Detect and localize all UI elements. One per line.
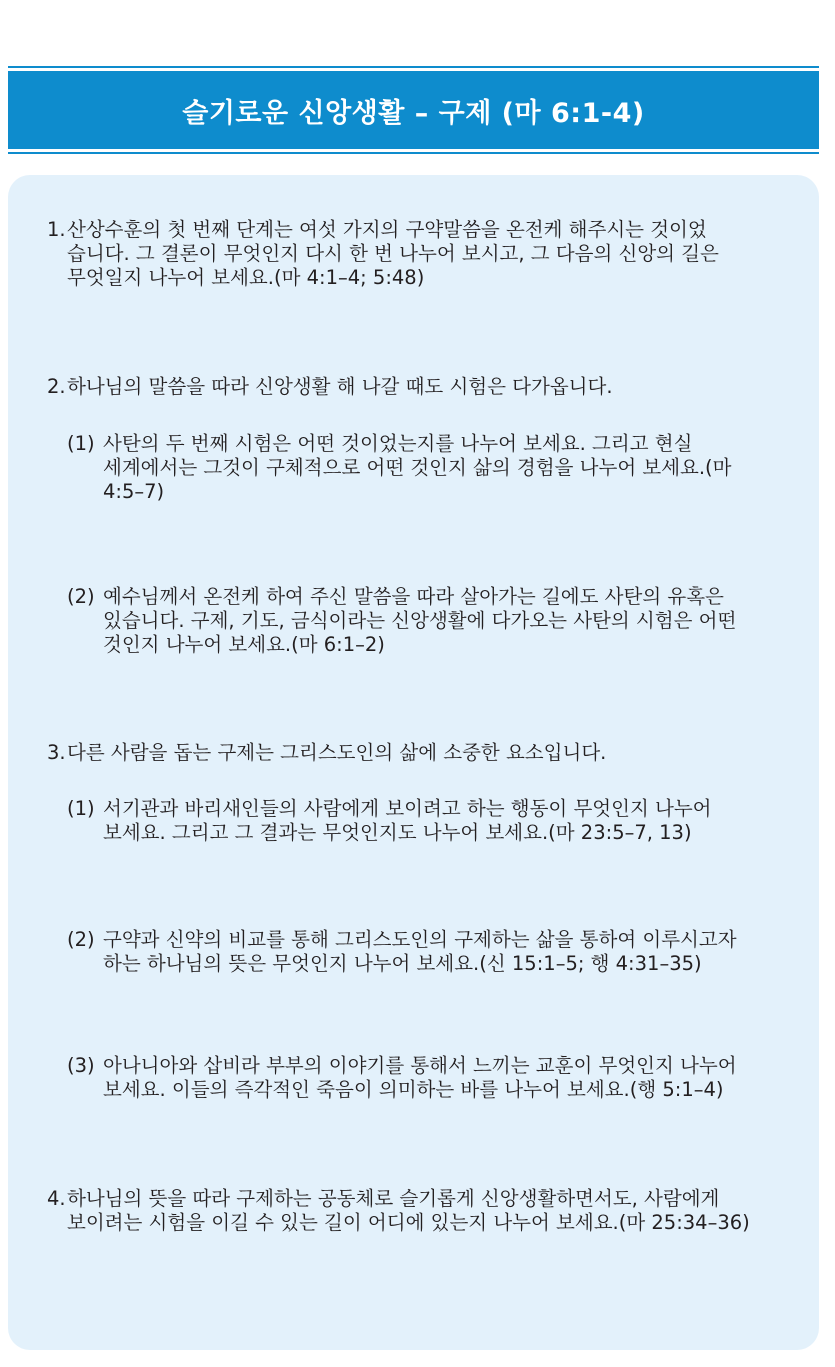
- question-4: [47, 1187, 775, 1235]
- question-line: 서기관과 바리새인들의 사람에게 보이려고 하는 행동이 무엇인지 나누어: [103, 797, 712, 820]
- question-line: 보세요. 그리고 그 결과는 무엇인지도 나누어 보세요.(마 23:5–7, 13): [103, 821, 692, 844]
- question-2-sub-2: [67, 585, 775, 657]
- question-3: [47, 741, 775, 765]
- question-line: 세계에서는 그것이 구체적으로 어떤 것인지 삶의 경험을 나누어 보세요.(마: [103, 456, 732, 479]
- page-title: 슬기로운 신앙생활 – 구제 (마 6:1-4): [182, 97, 645, 129]
- question-line: 것인지 나누어 보세요.(마 6:1–2): [103, 633, 385, 656]
- question-line: 아나니아와 삽비라 부부의 이야기를 통해서 느끼는 교훈이 무엇인지 나누어: [103, 1054, 737, 1077]
- question-line: 무엇일지 나누어 보세요.(마 4:1–4; 5:48): [67, 266, 425, 289]
- title-banner: [8, 71, 819, 149]
- question-2: [47, 375, 775, 399]
- question-number: 4.: [47, 1187, 66, 1210]
- question-number: 2.: [47, 375, 66, 398]
- question-line: 보이려는 시험을 이길 수 있는 길이 어디에 있는지 나누어 보세요.(마 25:34–36): [67, 1211, 750, 1234]
- question-line: 하나님의 뜻을 따라 구제하는 공동체로 슬기롭게 신앙생활하면서도, 사람에게: [67, 1187, 720, 1210]
- question-line: 습니다. 그 결론이 무엇인지 다시 한 번 나누어 보시고, 그 다음의 신앙의 길은: [67, 242, 719, 265]
- sub-question-number: (2): [67, 928, 95, 951]
- question-line: 다른 사람을 돕는 구제는 그리스도인의 삶에 소중한 요소입니다.: [67, 741, 607, 764]
- sub-question-number: (3): [67, 1054, 95, 1077]
- question-line: 예수님께서 온전케 하여 주신 말씀을 따라 살아가는 길에도 사탄의 유혹은: [103, 585, 724, 608]
- question-line: 하는 하나님의 뜻은 무엇인지 나누어 보세요.(신 15:1–5; 행 4:31–35): [103, 952, 702, 975]
- sub-question-number: (2): [67, 585, 95, 608]
- question-line: 4:5–7): [103, 480, 165, 503]
- question-3-sub-3: [67, 1054, 775, 1102]
- question-3-sub-1: [67, 797, 775, 845]
- title-top-rule: [8, 66, 819, 68]
- question-line: 있습니다. 구제, 기도, 금식이라는 신앙생활에 다가오는 사탄의 시험은 어떤: [103, 609, 737, 632]
- question-1: [47, 218, 775, 290]
- sub-question-number: (1): [67, 797, 95, 820]
- question-2-sub-1: [67, 432, 775, 504]
- question-number: 1.: [47, 218, 66, 241]
- sub-question-number: (1): [67, 432, 95, 455]
- question-line: 구약과 신약의 비교를 통해 그리스도인의 구제하는 삶을 통하여 이루시고자: [103, 928, 737, 951]
- question-3-sub-2: [67, 928, 775, 976]
- question-line: 보세요. 이들의 즉각적인 죽음이 의미하는 바를 나누어 보세요.(행 5:1–4): [103, 1078, 724, 1101]
- question-line: 산상수훈의 첫 번째 단계는 여섯 가지의 구약말씀을 온전케 해주시는 것이었: [67, 218, 707, 241]
- title-bottom-rule: [8, 152, 819, 154]
- question-number: 3.: [47, 741, 66, 764]
- question-line: 하나님의 말씀을 따라 신앙생활 해 나갈 때도 시험은 다가옵니다.: [67, 375, 613, 398]
- question-line: 사탄의 두 번째 시험은 어떤 것이었는지를 나누어 보세요. 그리고 현실: [103, 432, 693, 455]
